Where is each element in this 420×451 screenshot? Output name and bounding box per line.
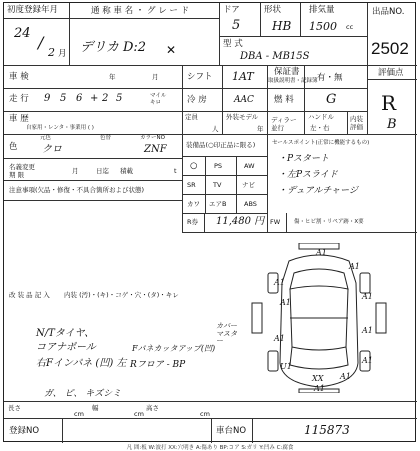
handle-label: ハンドル xyxy=(308,113,334,121)
grid-line xyxy=(204,213,205,232)
history-sub-label: 自家用・レンタ・事業用 ( ) xyxy=(26,125,94,131)
mileage-digit-2: 5 xyxy=(60,93,67,104)
car-name-value: デリカ D:2 xyxy=(80,40,147,55)
damage-mark-left-rear: A1 xyxy=(274,334,285,343)
note-line-1: N/Tタイヤ、 xyxy=(36,328,95,339)
handle-value: 左・右 xyxy=(310,124,330,132)
model-value: DBA - MB15S xyxy=(240,51,310,62)
model-label: 型 式 xyxy=(223,39,243,49)
first-registration-month: 2 xyxy=(48,46,55,59)
grid-line xyxy=(4,65,417,66)
first-registration-year: 24 xyxy=(14,26,31,41)
car-name-label: 通 称 車 名 ・ グ レ ー ド xyxy=(91,6,190,16)
grid-line xyxy=(304,65,305,134)
equipment-title: 装備品(○印正品に限る) xyxy=(186,141,256,149)
grid-line xyxy=(219,36,367,37)
grid-line xyxy=(4,134,417,135)
car-condition-diagram xyxy=(244,243,394,393)
grid-line xyxy=(252,418,253,443)
damage-mark-left-front: A1 xyxy=(274,278,285,287)
equipment-item-circle: ○ xyxy=(190,161,198,171)
grid-line xyxy=(260,3,261,36)
damage-mark-right-door: A1 xyxy=(362,326,373,335)
damage-mark-front: A1 xyxy=(316,248,327,257)
mileage-digit-4: + xyxy=(90,93,99,104)
recycle-ticket-label: R券 xyxy=(187,218,199,226)
capacity-unit: 人 xyxy=(212,125,219,133)
auction-sheet xyxy=(3,2,416,442)
owner-change-label: 名義変更 期 限 xyxy=(9,163,35,180)
sales-point-line-3: ・デュアルチャージ xyxy=(278,186,358,196)
ext-model-unit: 年 xyxy=(257,125,264,133)
warranty-label: 保証書 xyxy=(274,67,300,77)
grid-line xyxy=(211,418,212,443)
interior-defects-label: 改 装 品 記 入 xyxy=(9,291,50,299)
grid-line xyxy=(205,156,206,213)
doors-label: ドア xyxy=(223,5,240,15)
grid-line xyxy=(300,3,301,36)
equipment-item-aw: AW xyxy=(244,162,255,170)
car-name-mark: ✕ xyxy=(166,43,177,57)
mileage-label: 走 行 xyxy=(9,94,29,104)
chassis-number-value: 115873 xyxy=(304,423,350,437)
grid-line xyxy=(367,3,368,65)
registration-number-label: 登録NO xyxy=(9,426,40,436)
grid-line xyxy=(4,158,182,159)
color-original-label: 元色 xyxy=(40,135,52,141)
note-line-3: 右Fインパネ (凹) 左 xyxy=(36,358,127,369)
shift-label: シフト xyxy=(187,72,213,82)
sales-point-line-2: ・左Pスライド xyxy=(278,170,338,180)
note-line-6: ガ、 ピ、 キズシミ xyxy=(44,389,122,399)
color-number-label: カラーNO xyxy=(140,135,165,141)
shape-label: 形状 xyxy=(264,5,282,15)
equipment-item-navi: ナビ xyxy=(242,181,255,189)
equipment-item-airbag: エアB xyxy=(209,200,227,208)
grid-line xyxy=(347,111,348,134)
damage-mark-right-front: A1 xyxy=(362,292,373,301)
shape-value: HB xyxy=(272,19,292,33)
displacement-label: 排気量 xyxy=(309,5,335,15)
lot-number: 2502 xyxy=(371,39,409,58)
owner-change-month: 月 xyxy=(72,167,79,175)
damage-legend: 傷・ヒビ割・リペア跡・X要 xyxy=(294,219,364,225)
mileage-digit-3: 6 xyxy=(76,93,83,104)
owner-change-day: 日迄 xyxy=(96,167,109,175)
note-line-4: Fパネカッタアップ(凹) xyxy=(132,344,216,353)
chassis-number-label: 車台NO xyxy=(216,426,247,436)
damage-mark-left-door: A1 xyxy=(280,298,291,307)
fuel-label: 燃 料 xyxy=(274,95,294,105)
grid-line xyxy=(236,156,237,213)
rating-label: 評価点 xyxy=(378,68,404,78)
diagram-side-note: カバー マスター xyxy=(216,322,237,346)
grid-line xyxy=(4,180,182,181)
damage-mark-bumper: A1 xyxy=(314,384,325,393)
grid-line xyxy=(182,175,267,176)
height-label: 高さ xyxy=(146,404,159,412)
notes-label: 注意事項(欠品・修復・不具合箇所および状態) xyxy=(9,186,145,194)
lot-label: 出品NO. xyxy=(372,7,405,17)
mileage-digit-6: 5 xyxy=(116,93,123,104)
capacity-label: 定員 xyxy=(185,113,198,121)
mileage-digit-5: 2 xyxy=(102,93,109,104)
sales-point-title: セールスポイント(正常に機能するもの) xyxy=(272,140,370,146)
mileage-unit: マイル キロ xyxy=(150,93,167,106)
grid-line xyxy=(182,156,267,157)
damage-mark-left-quarter: U1 xyxy=(280,362,292,371)
aircon-label: 冷 房 xyxy=(187,95,207,105)
rating-value: R xyxy=(381,91,397,115)
displacement-unit: cc xyxy=(346,23,354,31)
color-label: 色 xyxy=(9,142,18,152)
damage-mark-rear-right: A1 xyxy=(340,372,351,381)
grid-line xyxy=(182,65,183,232)
ext-model-label: 外装モデル xyxy=(226,113,259,121)
interior-rating-value: B xyxy=(387,117,397,132)
first-registration-month-unit: 月 xyxy=(58,49,67,59)
color-change-label: 色替 xyxy=(100,135,112,141)
shift-value: 1AT xyxy=(232,70,254,83)
car-outline xyxy=(252,243,386,393)
grid-line xyxy=(4,88,367,89)
damage-mark-front-right: A1 xyxy=(349,262,360,271)
grid-line xyxy=(222,65,223,134)
interior-rating-label: 内装 評価 xyxy=(350,115,363,132)
color-number-value: ZNF xyxy=(144,144,167,155)
note-line-5: Rフロア - BP xyxy=(130,360,186,370)
warranty-value: 有・無 xyxy=(317,73,343,83)
warranty-sub-label: 取扱説明書・記録簿 xyxy=(268,78,318,84)
length-label: 長さ xyxy=(8,404,21,412)
first-registration-slash: / xyxy=(38,33,44,52)
grid-line xyxy=(69,3,70,65)
grid-line xyxy=(367,79,417,80)
equipment-item-tv: TV xyxy=(213,181,222,189)
fw-label: FW xyxy=(270,218,281,226)
width-label: 幅 xyxy=(92,404,99,412)
grid-line xyxy=(182,213,267,214)
grid-line xyxy=(69,18,219,19)
footer-legend: 凡 囲:板 W:波打 XX:穴明き A:傷あり BP:コア S:ガリ Y:凹み C:腐食 xyxy=(126,445,294,451)
mileage-digit-1: 9 xyxy=(44,93,51,104)
aircon-value: AAC xyxy=(234,95,254,105)
grid-line xyxy=(4,111,367,112)
fuel-value: G xyxy=(326,92,337,107)
shaken-label: 車 検 xyxy=(9,72,29,82)
grid-line xyxy=(286,213,287,232)
load-unit: t xyxy=(174,167,177,175)
length-unit: cm xyxy=(74,410,84,418)
damage-mark-right-rear: A1 xyxy=(362,356,373,365)
width-unit: cm xyxy=(134,410,144,418)
doors-value: 5 xyxy=(232,18,241,33)
equipment-item-leather: カワ xyxy=(187,200,200,208)
dealer-label: ディラー 並行 xyxy=(271,116,297,133)
equipment-item-abs: ABS xyxy=(244,200,257,208)
equipment-item-ps: PS xyxy=(214,162,223,170)
shaken-year-unit: 年 xyxy=(109,73,116,81)
grid-line xyxy=(267,65,268,232)
history-label: 車 歴 xyxy=(9,114,29,124)
grid-line xyxy=(4,200,182,201)
color-original-value: クロ xyxy=(42,144,62,155)
grid-line xyxy=(62,418,63,443)
equipment-item-sr: SR xyxy=(187,181,196,189)
height-unit: cm xyxy=(200,410,210,418)
damage-mark-rear: XX xyxy=(312,374,324,383)
note-line-2: コアナポール xyxy=(36,342,96,353)
grid-line xyxy=(4,18,69,19)
recycle-ticket-value: 11,480 円 xyxy=(216,216,265,227)
grid-line xyxy=(182,194,267,195)
first-registration-label: 初度登録年月 xyxy=(7,5,59,15)
load-label: 積載 xyxy=(120,167,133,175)
displacement-value: 1500 xyxy=(309,20,337,33)
interior-defects-options: 内装 (汚)・(キ)・コゲ・穴・(タ)・キレ xyxy=(64,291,179,299)
shaken-month-unit: 月 xyxy=(152,73,159,81)
grid-line xyxy=(182,232,417,233)
sales-point-line-1: ・Pスタート xyxy=(278,154,330,164)
grid-line xyxy=(219,3,220,65)
grid-line xyxy=(4,401,417,402)
